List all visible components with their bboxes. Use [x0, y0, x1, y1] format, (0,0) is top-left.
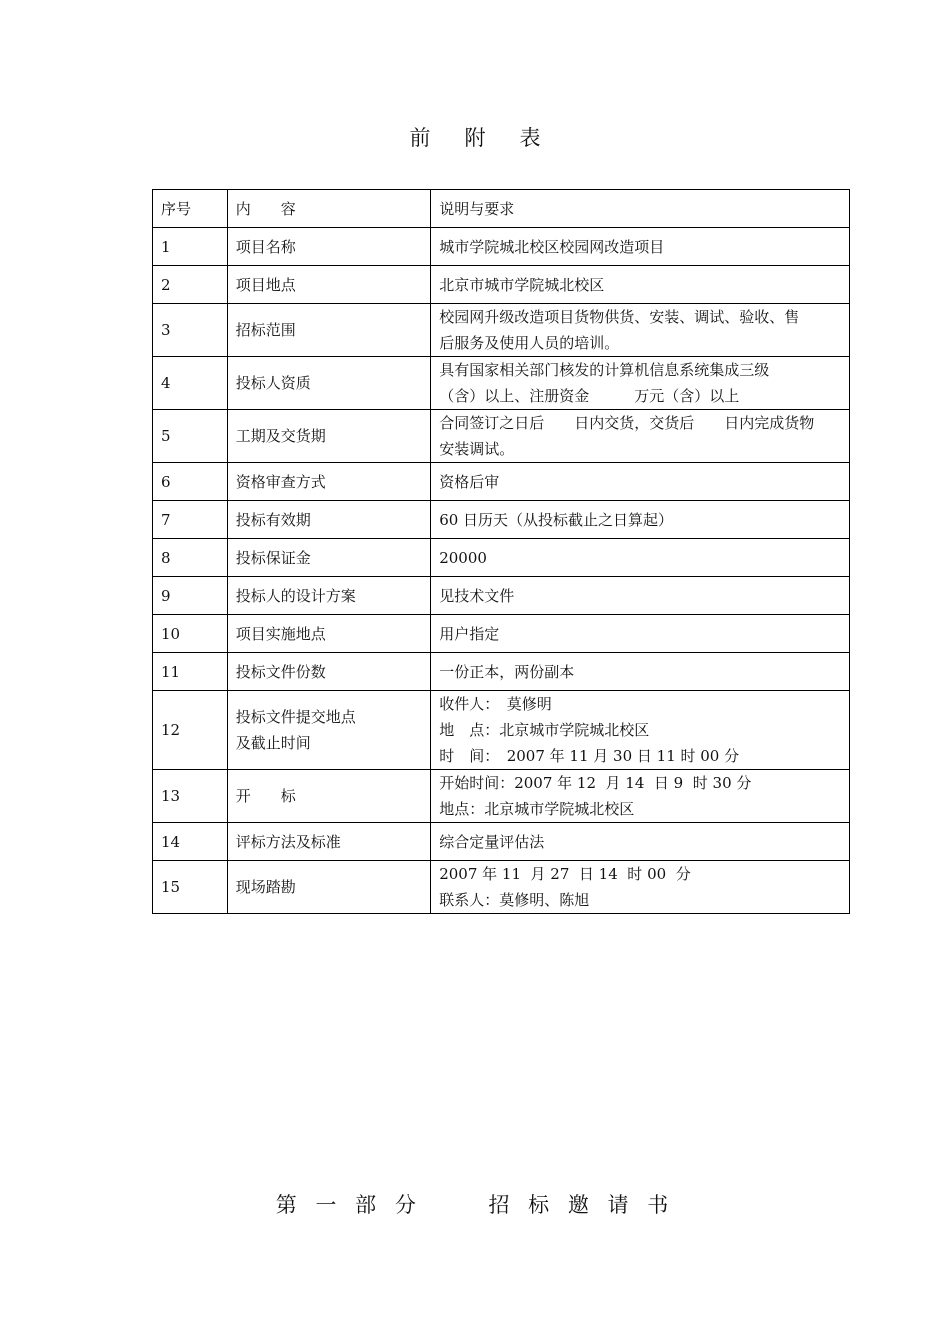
row-number: 9: [153, 577, 228, 615]
row-number: 12: [153, 691, 228, 770]
row-description: [431, 304, 850, 357]
table-row: [153, 577, 850, 615]
row-description: [431, 861, 850, 914]
row-item: [227, 463, 430, 501]
table-row: [153, 228, 850, 266]
table-row: [153, 653, 850, 691]
row-item-line: 投标有效期: [235, 510, 311, 529]
row-item-line: 投标文件份数: [235, 662, 326, 681]
row-item-line: 投标人的设计方案: [235, 586, 356, 605]
row-description-line: 收件人： 莫修明: [439, 695, 552, 713]
row-description: [431, 823, 850, 861]
row-number: 14: [153, 823, 228, 861]
row-item: [227, 410, 430, 463]
row-description-line: （含）以上、注册资金 万元（含）以上: [439, 387, 740, 405]
table-row: [153, 266, 850, 304]
row-number: 10: [153, 615, 228, 653]
table-body: [153, 228, 850, 914]
row-item: [227, 770, 430, 823]
row-description-line: 城市学院城北校区校园网改造项目: [439, 237, 665, 256]
row-number: 15: [153, 861, 228, 914]
section-heading: 第 一 部 分 招 标 邀 请 书: [275, 1193, 675, 1217]
table-row: [153, 691, 850, 770]
table-row: [153, 823, 850, 861]
row-item: [227, 304, 430, 357]
row-description: [431, 266, 850, 304]
row-description: [431, 653, 850, 691]
row-item: [227, 577, 430, 615]
row-item: [227, 653, 430, 691]
row-description-line: 时 间： 2007 年 11 月 30 日 11 时 00 分: [439, 747, 740, 765]
table-row: [153, 861, 850, 914]
table-row: [153, 770, 850, 823]
row-item-line: 投标人资质: [235, 374, 311, 392]
row-number: 4: [153, 357, 228, 410]
row-item-line: 评标方法及标准: [235, 832, 341, 851]
row-description-line: 合同签订之日后 日内交货，交货后 日内完成货物: [439, 414, 815, 432]
row-description: [431, 501, 850, 539]
table-row: [153, 501, 850, 539]
table-row: [153, 615, 850, 653]
row-item: [227, 501, 430, 539]
row-description: [431, 463, 850, 501]
header-no: 序号: [153, 190, 228, 228]
row-number: 11: [153, 653, 228, 691]
row-number: 1: [153, 228, 228, 266]
row-description-line: 20000: [439, 548, 487, 567]
row-description: [431, 770, 850, 823]
row-item: [227, 539, 430, 577]
row-item-line: 资格审查方式: [235, 472, 326, 491]
row-description-line: 见技术文件: [439, 586, 515, 605]
row-item-line: 招标范围: [235, 321, 296, 339]
row-item: [227, 615, 430, 653]
row-item: [227, 691, 430, 770]
header-item: 内 容: [227, 190, 430, 228]
row-item-line: 开 标: [235, 787, 296, 805]
row-description-line: 校园网升级改造项目货物供货、安装、调试、验收、售: [439, 308, 800, 326]
row-description-line: 综合定量评估法: [439, 832, 545, 851]
row-item-line: 项目实施地点: [235, 624, 326, 643]
row-number: 2: [153, 266, 228, 304]
row-item: [227, 861, 430, 914]
row-item-line: 及截止时间: [235, 734, 311, 752]
row-description: [431, 577, 850, 615]
table-row: [153, 463, 850, 501]
table-row: [153, 357, 850, 410]
row-item-line: 项目地点: [235, 275, 296, 294]
row-description: [431, 615, 850, 653]
table-row: [153, 410, 850, 463]
row-number: 6: [153, 463, 228, 501]
row-description: [431, 539, 850, 577]
row-description-line: 2007 年 11 月 27 日 14 时 00 分: [439, 865, 691, 883]
row-description-line: 一份正本，两份副本: [439, 662, 575, 681]
row-description-line: 资格后审: [439, 472, 500, 491]
row-description-line: 安装调试。: [439, 440, 515, 458]
row-description-line: 具有国家相关部门核发的计算机信息系统集成三级: [439, 361, 770, 379]
row-item: [227, 266, 430, 304]
header-desc: 说明与要求: [431, 190, 850, 228]
row-item: [227, 823, 430, 861]
row-item-line: 工期及交货期: [235, 427, 326, 445]
table-row: [153, 304, 850, 357]
row-description-line: 联系人：莫修明、陈旭: [439, 891, 590, 909]
row-item-line: 项目名称: [235, 237, 296, 256]
row-item-line: 投标文件提交地点: [235, 708, 356, 726]
row-description-line: 后服务及使用人员的培训。: [439, 334, 620, 352]
row-description: [431, 228, 850, 266]
table-row: [153, 539, 850, 577]
row-description-line: 地点：北京城市学院城北校区: [439, 800, 635, 818]
row-item-line: 现场踏勘: [235, 878, 296, 896]
row-item: [227, 228, 430, 266]
row-description-line: 60 日历天（从投标截止之日算起）: [439, 510, 674, 529]
page-title: 前附表: [409, 126, 575, 150]
row-description: [431, 410, 850, 463]
row-description-line: 开始时间：2007 年 12 月 14 日 9 时 30 分: [439, 774, 752, 792]
row-description-line: 用户指定: [439, 624, 500, 643]
row-number: 5: [153, 410, 228, 463]
row-item-line: 投标保证金: [235, 548, 311, 567]
row-description: [431, 357, 850, 410]
table-header-row: [153, 190, 850, 228]
row-description-line: 地 点：北京城市学院城北校区: [439, 721, 650, 739]
row-number: 13: [153, 770, 228, 823]
spec-table: [152, 189, 850, 914]
row-number: 8: [153, 539, 228, 577]
row-number: 7: [153, 501, 228, 539]
row-description: [431, 691, 850, 770]
row-item: [227, 357, 430, 410]
row-description-line: 北京市城市学院城北校区: [439, 275, 605, 294]
row-number: 3: [153, 304, 228, 357]
